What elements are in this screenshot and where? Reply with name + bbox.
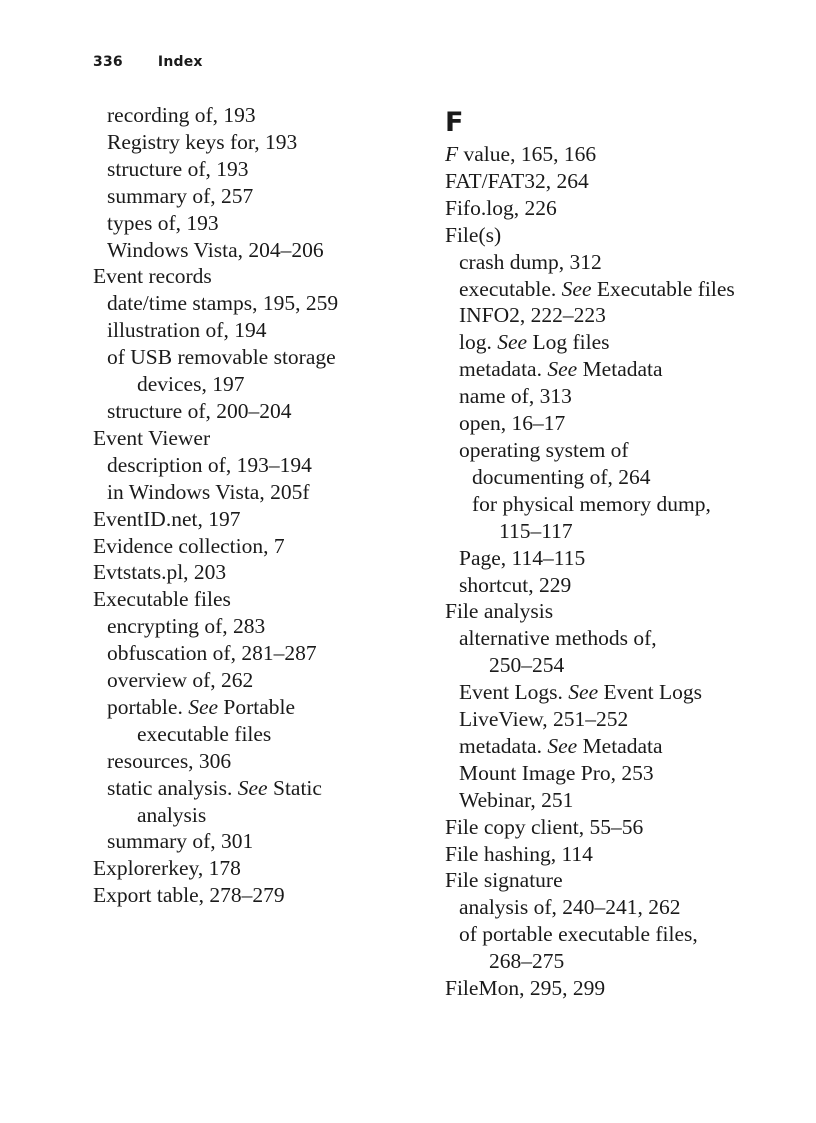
index-entry: Executable files (93, 587, 231, 612)
index-entry-continuation: 268–275 (489, 949, 565, 974)
index-entry: analysis of, 240–241, 262 (459, 895, 681, 920)
index-entry: Fifo.log, 226 (445, 195, 557, 220)
see-reference: See (568, 680, 599, 705)
entry-text: Metadata (577, 357, 663, 382)
section-letter: F (445, 107, 464, 138)
index-entry (445, 329, 785, 356)
index-entry (93, 775, 413, 802)
index-entry: Export table, 278–279 (93, 883, 285, 908)
entry-text: Portable (218, 694, 296, 719)
index-column-right (445, 102, 785, 1002)
see-reference: See (497, 330, 528, 355)
entry-text: executable. (459, 276, 562, 301)
index-entry: File(s) (445, 222, 502, 247)
index-subentry: for physical memory dump, (472, 491, 711, 516)
see-reference: See (237, 775, 268, 800)
index-subentry: documenting of, 264 (472, 464, 651, 489)
entry-text: Event Logs (598, 680, 703, 705)
index-entry: shortcut, 229 (459, 572, 572, 597)
index-entry: EventID.net, 197 (93, 506, 241, 531)
entry-text: value, 165, 166 (458, 142, 597, 166)
index-entry: FileMon, 295, 299 (445, 976, 606, 1001)
index-entry: open, 16–17 (459, 411, 566, 436)
index-entry (445, 141, 785, 168)
index-entry: in Windows Vista, 205f (107, 479, 310, 504)
index-entry (445, 276, 785, 303)
index-entry-continuation: 115–117 (499, 518, 573, 543)
index-entry: Evtstats.pl, 203 (93, 560, 227, 585)
index-entry: resources, 306 (107, 748, 232, 773)
index-entry: Explorerkey, 178 (93, 856, 241, 881)
index-entry: File copy client, 55–56 (445, 814, 644, 839)
index-entry: Evidence collection, 7 (93, 533, 285, 558)
index-entry: Page, 114–115 (459, 545, 586, 570)
see-reference: See (547, 357, 578, 382)
index-entry: name of, 313 (459, 384, 572, 409)
entry-text: Metadata (577, 733, 663, 758)
index-entry: Webinar, 251 (459, 787, 574, 812)
index-entry: Windows Vista, 204–206 (107, 237, 324, 262)
index-entry (445, 733, 785, 760)
index-entry: recording of, 193 (107, 103, 256, 127)
index-entry: obfuscation of, 281–287 (107, 641, 317, 666)
index-entry: encrypting of, 283 (107, 614, 266, 639)
index-entry: File signature (445, 868, 563, 893)
index-entry (445, 356, 785, 383)
index-entry: types of, 193 (107, 210, 219, 235)
index-entry: Event Viewer (93, 425, 211, 450)
index-entry: Registry keys for, 193 (107, 129, 298, 154)
index-entry: summary of, 257 (107, 183, 254, 208)
index-entry: illustration of, 194 (107, 318, 267, 343)
index-entry (445, 679, 785, 706)
index-entry: FAT/FAT32, 264 (445, 168, 589, 193)
index-entry: LiveView, 251–252 (459, 707, 629, 732)
index-entry: of portable executable files, (459, 922, 698, 947)
entry-text: Static (267, 775, 322, 800)
index-entry-continuation: devices, 197 (137, 372, 245, 397)
see-reference: See (188, 694, 219, 719)
index-entry: File analysis (445, 599, 554, 624)
index-entry: File hashing, 114 (445, 841, 593, 866)
entry-text: log. (459, 330, 498, 355)
index-entry: structure of, 200–204 (107, 398, 292, 423)
index-entry: summary of, 301 (107, 829, 254, 854)
index-entry: of USB removable storage (107, 345, 336, 370)
index-entry: overview of, 262 (107, 668, 254, 693)
index-entry (93, 694, 413, 721)
entry-text: metadata. (459, 733, 548, 758)
index-entry-continuation: executable files (137, 721, 272, 746)
index-entry: crash dump, 312 (459, 249, 602, 274)
index-entry-continuation: 250–254 (489, 653, 565, 678)
index-column-left (93, 102, 413, 909)
index-entry: Mount Image Pro, 253 (459, 760, 654, 785)
index-entry: date/time stamps, 195, 259 (107, 291, 339, 316)
page-number: 336 (93, 54, 123, 70)
index-entry-continuation: analysis (137, 802, 207, 827)
index-entry: alternative methods of, (459, 626, 657, 651)
entry-text: Event Logs. (459, 680, 569, 705)
entry-text: static analysis. (107, 775, 238, 800)
index-entry: INFO2, 222–223 (459, 303, 606, 328)
entry-italic: F (445, 142, 459, 166)
entry-text: Executable files (591, 276, 735, 301)
page-header (93, 54, 203, 70)
index-entry: structure of, 193 (107, 156, 249, 181)
running-title: Index (157, 54, 203, 70)
index-entry: Event records (93, 264, 212, 289)
entry-text: Log files (527, 330, 610, 355)
index-entry: description of, 193–194 (107, 452, 312, 477)
see-reference: See (561, 276, 592, 301)
index-entry: operating system of (459, 437, 629, 462)
entry-text: metadata. (459, 357, 548, 382)
see-reference: See (547, 733, 578, 758)
entry-text: portable. (107, 694, 189, 719)
